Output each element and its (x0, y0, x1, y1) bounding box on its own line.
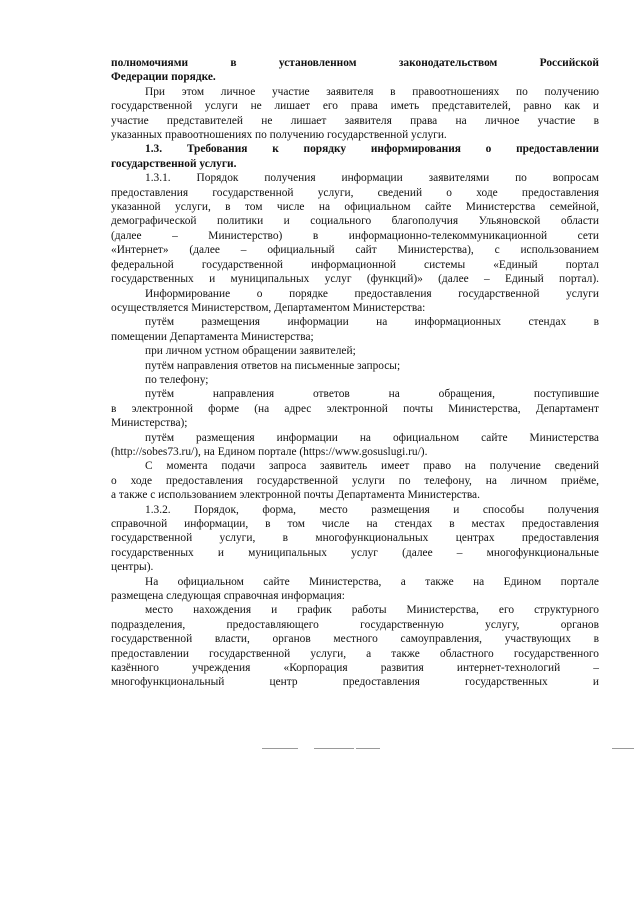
text-line: размещена следующая справочная информация: (111, 590, 345, 603)
text-line: При этом личное участие заявителя в правоотношениях по получению (145, 85, 599, 98)
text-line: участие представителей не лишает заявителя права на личное участие в (111, 114, 599, 127)
text-line: предоставления государственной услуги, сведений о ходе предоставления (111, 186, 599, 199)
text-line: «Интернет» (далее – официальный сайт Министерства), с использованием (111, 244, 599, 257)
text-line: государственной услуги, в многофункциональных центрах предоставления (111, 532, 599, 545)
text-line: казённого учреждения «Корпорация развития интернет-технологий – (111, 662, 599, 675)
text-line: Федерации порядке. (111, 71, 216, 84)
text-line: государственных и муниципальных услуг (функций)» (далее – Единый портал). (111, 273, 599, 286)
scan-artifact-lines (0, 748, 640, 754)
text-line: подразделения, предоставляющего государственную услугу, органов (111, 618, 599, 631)
text-line: федеральной государственной информационной системы «Единый портал (111, 258, 599, 271)
text-line: 1.3. Требования к порядку информирования о предоставлении (145, 143, 599, 156)
text-line: по телефону; (145, 373, 209, 386)
text-line: 1.3.2. Порядок, форма, место размещения и способы получения (145, 503, 599, 516)
scan-mark (314, 748, 354, 749)
text-line: государственных и муниципальных услуг (далее – многофункциональные (111, 546, 599, 559)
text-line: путём направления ответов на письменные запросы; (145, 359, 401, 372)
scan-mark (262, 748, 298, 749)
text-line: указанной услуги, в том числе на официальном сайте Министерства семейной, (111, 201, 599, 214)
text-line: С момента подачи запроса заявитель имеет право на получение сведений (145, 460, 599, 473)
text-line: На официальном сайте Министерства, а также на Едином портале (145, 575, 599, 588)
text-line: в электронной форме (на адрес электронной почты Министерства, Департамент (111, 402, 599, 415)
text-line: путём направления ответов на обращения, поступившие (145, 388, 599, 401)
text-line: государственной услуги. (111, 157, 237, 170)
text-line: о ходе предоставления государственной услуги по телефону, на личном приёме, (111, 474, 599, 487)
scan-mark (356, 748, 380, 749)
text-line: при личном устном обращении заявителей; (145, 345, 356, 358)
text-line: путём размещения информации на информационных стендах в (145, 316, 599, 329)
document-body (111, 56, 599, 690)
text-line: (http://sobes73.ru/), на Едином портале (https://www.gosuslugi.ru/). (111, 445, 428, 458)
text-line: место нахождения и график работы Министерства, его структурного (145, 604, 599, 617)
text-line: (далее – Министерство) в информационно-телекоммуникационной сети (111, 229, 599, 242)
text-line: справочной информации, в том числе на стендах в местах предоставления (111, 518, 599, 530)
text-line: государственной власти, органов местного самоуправления, участвующих в (111, 633, 599, 646)
text-line: путём размещения информации на официальном сайте Министерства (145, 431, 599, 444)
text-line: указанных правоотношениях по получению государственной услуги. (111, 129, 447, 142)
text-line: осуществляется Министерством, Департаментом Министерства: (111, 301, 426, 314)
text-line: предоставлении государственной услуги, а также областного государственного (111, 647, 599, 660)
text-line: Министерства); (111, 417, 188, 430)
text-line: помещении Департамента Министерства; (111, 330, 314, 343)
text-line: демографической политики и социального благополучия Ульяновской области (111, 215, 599, 228)
text-line: Информирование о порядке предоставления государственной услуги (145, 287, 599, 300)
text-line: а также с использованием электронной почты Департамента Министерства. (111, 489, 480, 502)
scan-mark (612, 748, 634, 749)
text-line: центры). (111, 561, 154, 574)
text-line: 1.3.1. Порядок получения информации заявителями по вопросам (145, 172, 599, 185)
text-line: многофункциональный центр предоставления государственных и (111, 676, 599, 689)
text-line: государственной услуги не лишает его права иметь представителей, равно как и (111, 100, 599, 113)
text-line: полномочиями в установленном законодательством Российской (111, 57, 599, 69)
